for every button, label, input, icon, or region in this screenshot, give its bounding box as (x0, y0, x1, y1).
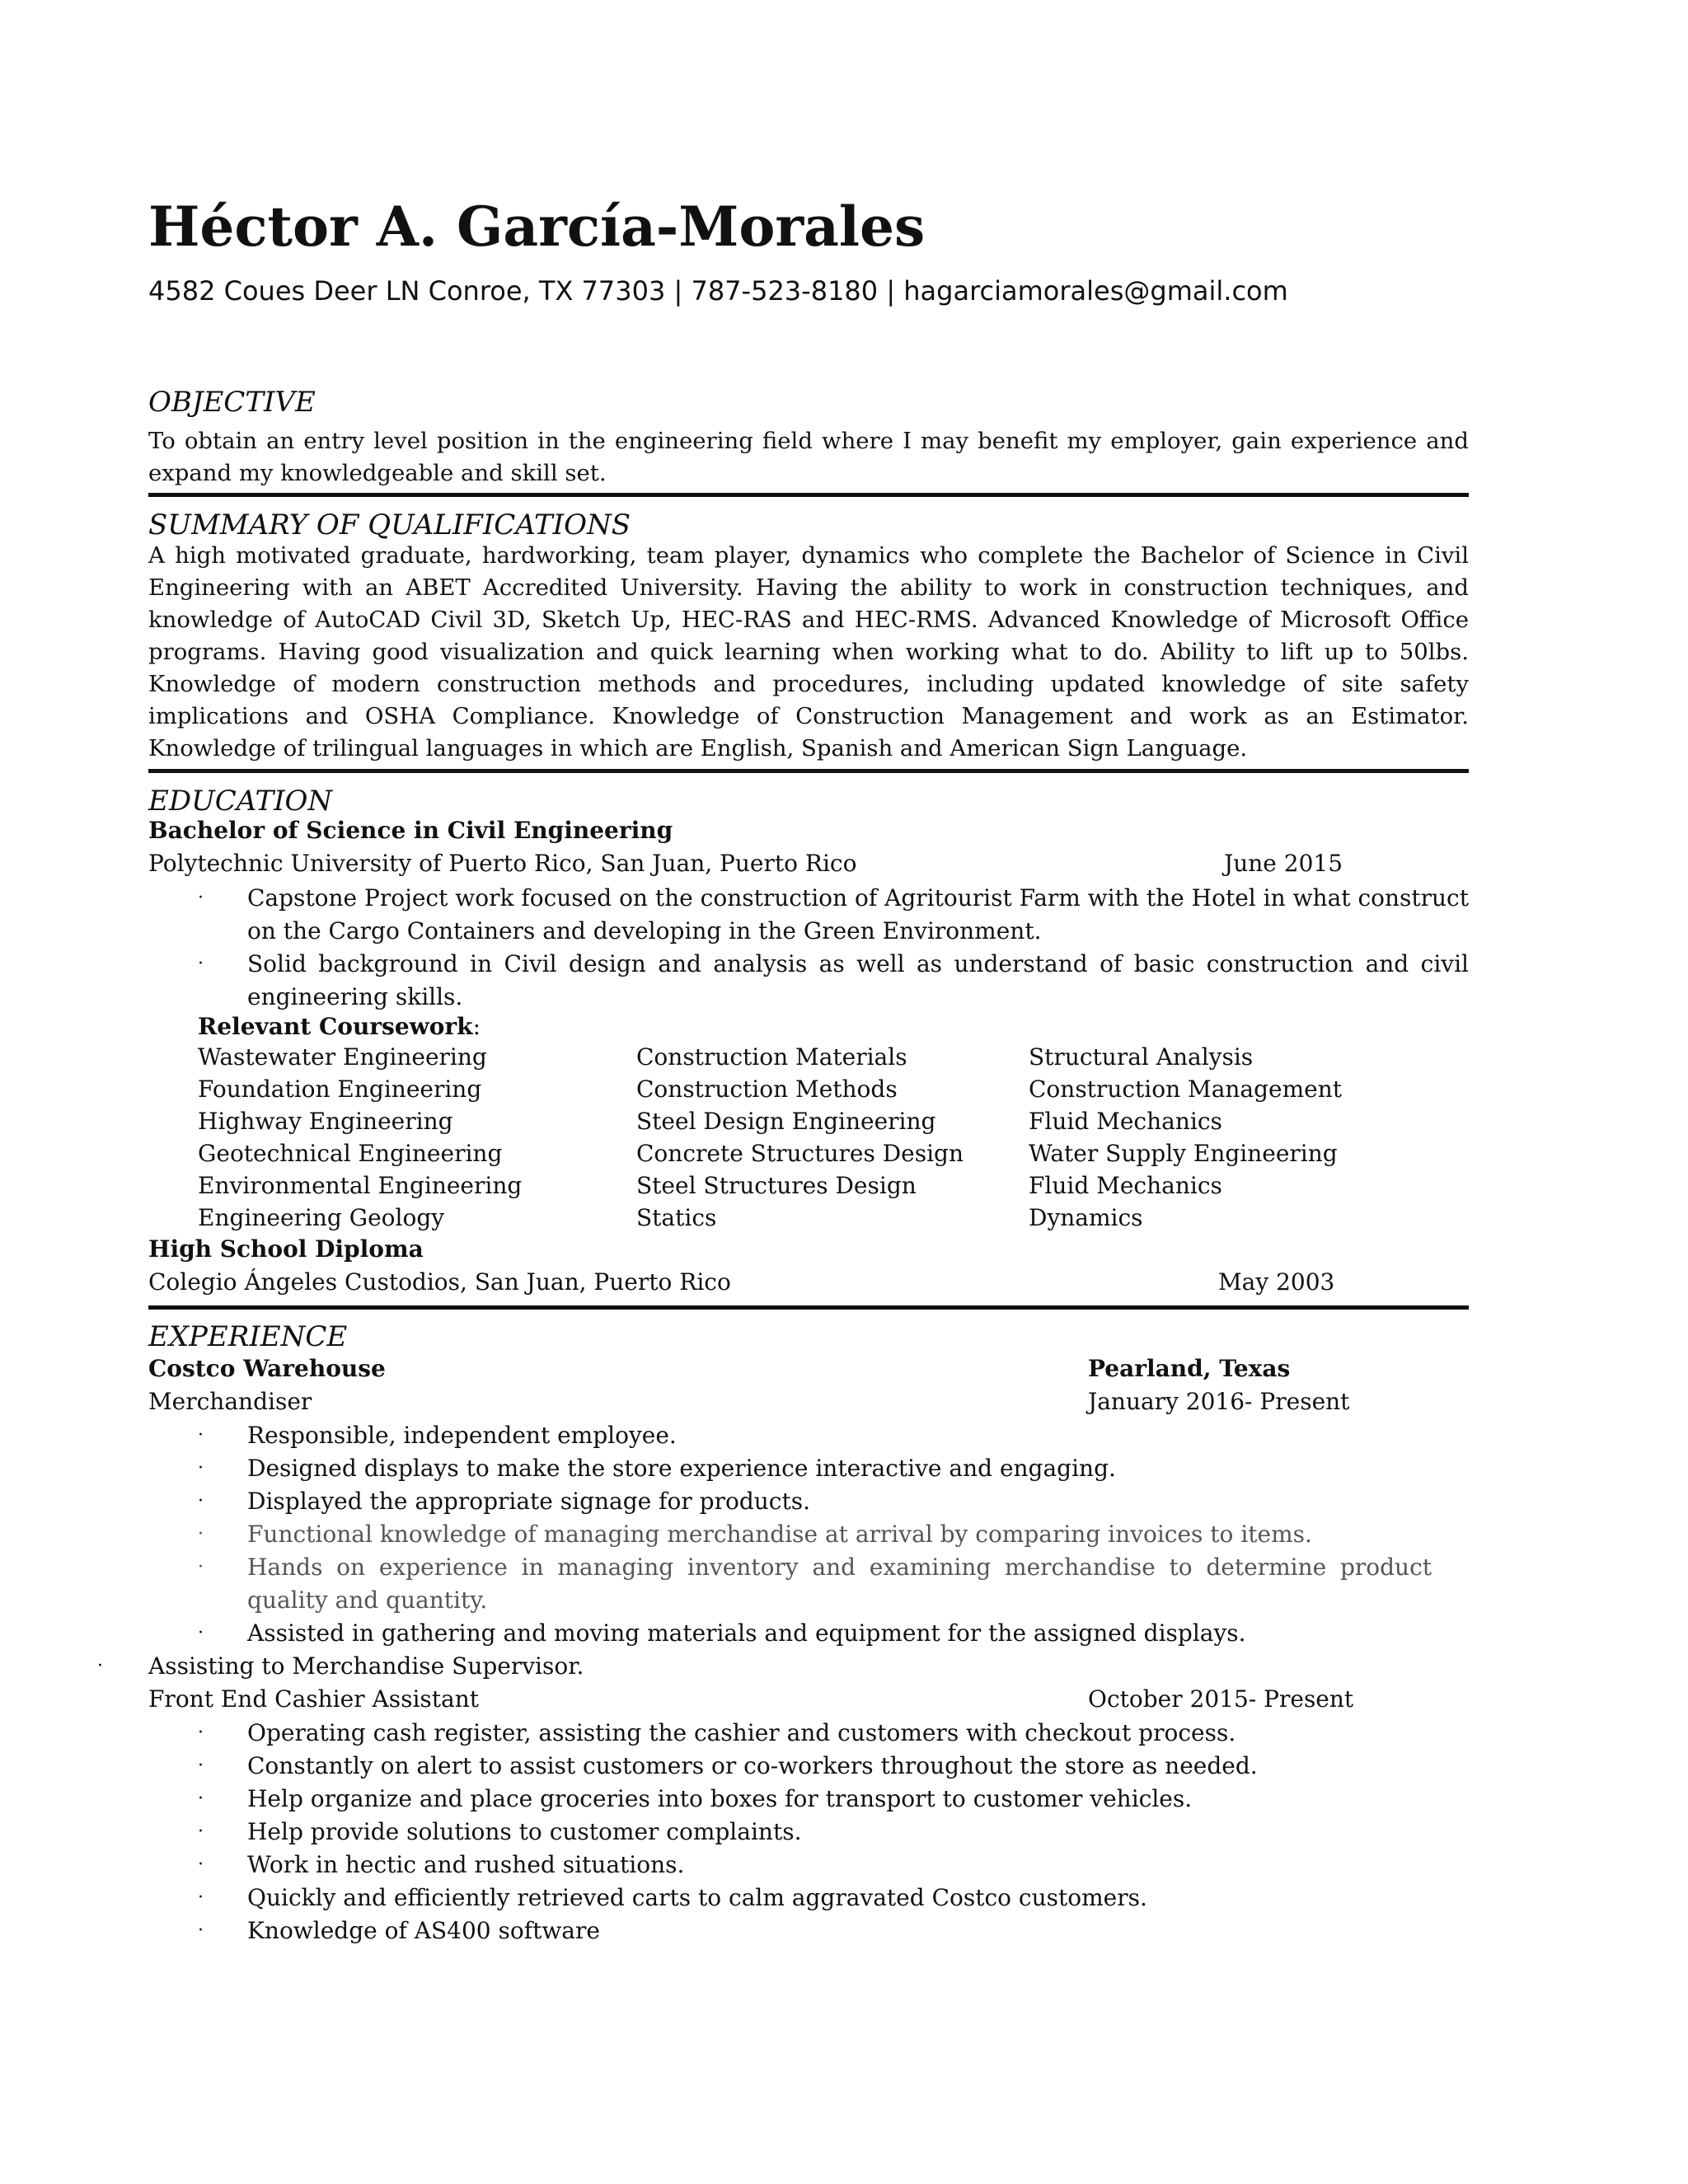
summary-heading: SUMMARY OF QUALIFICATIONS (148, 509, 631, 541)
list-item-text: Quickly and efficiently retrieved carts to calm aggravated Costco customers. (247, 1884, 1147, 1911)
list-item-text: Functional knowledge of managing merchandise at arrival by comparing invoices to items. (247, 1521, 1312, 1548)
course-cell: Construction Management (1029, 1076, 1343, 1103)
list-item (148, 882, 1469, 948)
bullet-dot: · (198, 1821, 204, 1842)
list-item-text: Solid background in Civil design and analysis as well as understand of basic construction and civil engineering skills. (247, 950, 1469, 1010)
course-cell: Construction Materials (636, 1043, 907, 1071)
course-cell: Fluid Mechanics (1029, 1108, 1222, 1135)
list-item (148, 1419, 1469, 1452)
bullet-dot: · (198, 1788, 204, 1809)
bullet-dot: · (97, 1656, 103, 1676)
cashier-bullets (148, 1717, 1469, 1947)
list-item (148, 1849, 1469, 1882)
bullet-dot: · (198, 1887, 204, 1908)
list-item-text: Work in hectic and rushed situations. (247, 1851, 685, 1878)
list-item (148, 1617, 1469, 1650)
course-cell: Engineering Geology (198, 1204, 445, 1231)
bullet-dot: · (198, 1425, 204, 1446)
list-item-text: Help organize and place groceries into boxes for transport to customer vehicles. (247, 1785, 1193, 1812)
role-row (148, 1385, 1469, 1418)
hs-diploma-title: High School Diploma (148, 1235, 424, 1263)
objective-text: To obtain an entry level position in the engineering field where I may benefit my employer, gain experience and expand my knowledgeable and skill set. (148, 428, 1469, 486)
bullet-dot: · (198, 1557, 204, 1577)
role-date: January 2016- Present (1088, 1388, 1350, 1415)
table-row (198, 1137, 1352, 1169)
list-item (148, 1915, 1469, 1947)
loose-item-text: Assisting to Merchandise Supervisor. (148, 1652, 584, 1680)
list-item (148, 1750, 1469, 1783)
degree-title: Bachelor of Science in Civil Engineering (148, 817, 673, 844)
hs-date: May 2003 (1218, 1268, 1335, 1296)
list-item (148, 1452, 1469, 1485)
list-item-text: Displayed the appropriate signage for products. (247, 1488, 810, 1515)
list-item (148, 1485, 1469, 1518)
objective-heading: OBJECTIVE (148, 386, 316, 419)
bullet-dot: · (198, 1623, 204, 1643)
role-date: October 2015- Present (1088, 1685, 1354, 1713)
list-item-text: Constantly on alert to assist customers or co-workers throughout the store as needed. (247, 1752, 1258, 1779)
bullet-dot: · (198, 1524, 204, 1544)
bullet-dot: · (198, 1755, 204, 1776)
course-cell: Dynamics (1029, 1204, 1143, 1231)
bullet-dot: · (198, 1458, 204, 1479)
list-item (148, 1882, 1469, 1915)
coursework-table (198, 1041, 1352, 1234)
list-item-text: Assisted in gathering and moving materials and equipment for the assigned displays. (247, 1619, 1246, 1647)
bullet-dot: · (198, 888, 204, 908)
contact-line: 4582 Coues Deer LN Conroe, TX 77303 | 787-523-8180 | hagarciamorales@gmail.com (148, 275, 1288, 307)
course-cell: Highway Engineering (198, 1108, 453, 1135)
course-cell: Fluid Mechanics (1029, 1172, 1222, 1199)
education-bullets (148, 882, 1469, 1014)
employer-name: Costco Warehouse (148, 1355, 386, 1382)
course-cell: Wastewater Engineering (198, 1043, 487, 1071)
bullet-dot: · (198, 1854, 204, 1875)
hs-school-name: Colegio Ángeles Custodios, San Juan, Puerto Rico (148, 1268, 731, 1296)
list-item-text: Hands on experience in managing inventory and examining merchandise to determine product quality and quantity. (247, 1554, 1432, 1614)
bullet-dot: · (198, 1491, 204, 1511)
list-item-text: Knowledge of AS400 software (247, 1917, 600, 1944)
merchandiser-bullets (148, 1419, 1469, 1650)
degree-row (148, 814, 1469, 847)
list-item (148, 1783, 1469, 1816)
list-item-text: Capstone Project work focused on the construction of Agritourist Farm with the Hotel in what construct on the Cargo Containers and developing in the Green Environment. (247, 884, 1469, 944)
school-name: Polytechnic University of Puerto Rico, San Juan, Puerto Rico (148, 850, 857, 877)
list-item (148, 1717, 1469, 1750)
hs-row (148, 1233, 1469, 1266)
table-row (198, 1202, 1352, 1234)
course-cell: Foundation Engineering (198, 1076, 482, 1103)
course-cell: Statics (636, 1204, 717, 1231)
course-cell: Structural Analysis (1029, 1043, 1254, 1071)
loose-item (97, 1650, 584, 1683)
table-row (198, 1105, 1352, 1137)
table-row (198, 1041, 1352, 1073)
list-item-text: Operating cash register, assisting the cashier and customers with checkout process. (247, 1719, 1236, 1746)
course-cell: Steel Design Engineering (636, 1108, 936, 1135)
school-row (148, 847, 1469, 880)
bullet-dot: · (198, 954, 204, 974)
list-item (148, 1518, 1469, 1551)
table-row (198, 1169, 1352, 1202)
role-title: Merchandiser (148, 1388, 312, 1415)
coursework-label: Relevant Coursework (198, 1013, 473, 1040)
employer-location: Pearland, Texas (1088, 1355, 1291, 1382)
candidate-name: Héctor A. García-Morales (148, 194, 926, 259)
list-item-text: Responsible, independent employee. (247, 1422, 677, 1449)
hs-school-row (148, 1266, 1469, 1299)
coursework-heading (198, 1010, 481, 1043)
course-cell: Water Supply Engineering (1029, 1140, 1338, 1167)
course-cell: Construction Methods (636, 1076, 898, 1103)
role-title: Front End Cashier Assistant (148, 1685, 479, 1713)
coursework-colon: : (472, 1013, 481, 1040)
list-item (148, 1551, 1469, 1617)
section-divider (148, 493, 1469, 497)
list-item-text: Designed displays to make the store experience interactive and engaging. (247, 1455, 1116, 1482)
employer-row (148, 1352, 1469, 1385)
course-cell: Steel Structures Design (636, 1172, 917, 1199)
list-item-text: Help provide solutions to customer complaints. (247, 1818, 802, 1845)
education-heading: EDUCATION (148, 785, 333, 818)
list-item (148, 948, 1469, 1014)
section-divider (148, 769, 1469, 773)
course-cell: Geotechnical Engineering (198, 1140, 503, 1167)
role-row (148, 1683, 1469, 1716)
course-cell: Concrete Structures Design (636, 1140, 964, 1167)
bullet-dot: · (198, 1920, 204, 1941)
table-row (198, 1073, 1352, 1105)
list-item (148, 1816, 1469, 1849)
section-divider (148, 1305, 1469, 1310)
bullet-dot: · (198, 1722, 204, 1743)
degree-date: June 2015 (1224, 850, 1343, 877)
course-cell: Environmental Engineering (198, 1172, 523, 1199)
experience-heading: EXPERIENCE (148, 1320, 348, 1353)
summary-text: A high motivated graduate, hardworking, team player, dynamics who complete the Bachelor of Science in Civil Engineering with an ABET Accredited University. Having the ability to work in construction techniques, and knowledge of AutoCAD Civil 3D, Sketch Up, HEC-RAS and HEC-RMS. Advanced Knowledge of Microsoft Office programs. Having good visualization and quick learning when working what to do. Ability to lift up to 50lbs. Knowledge of modern construction methods and procedures, including updated knowledge of site safety implications and OSHA Compliance. Knowledge of Construction Management and work as an Estimator. Knowledge of trilingual languages in which are English, Spanish and American Sign Language. (148, 542, 1469, 762)
